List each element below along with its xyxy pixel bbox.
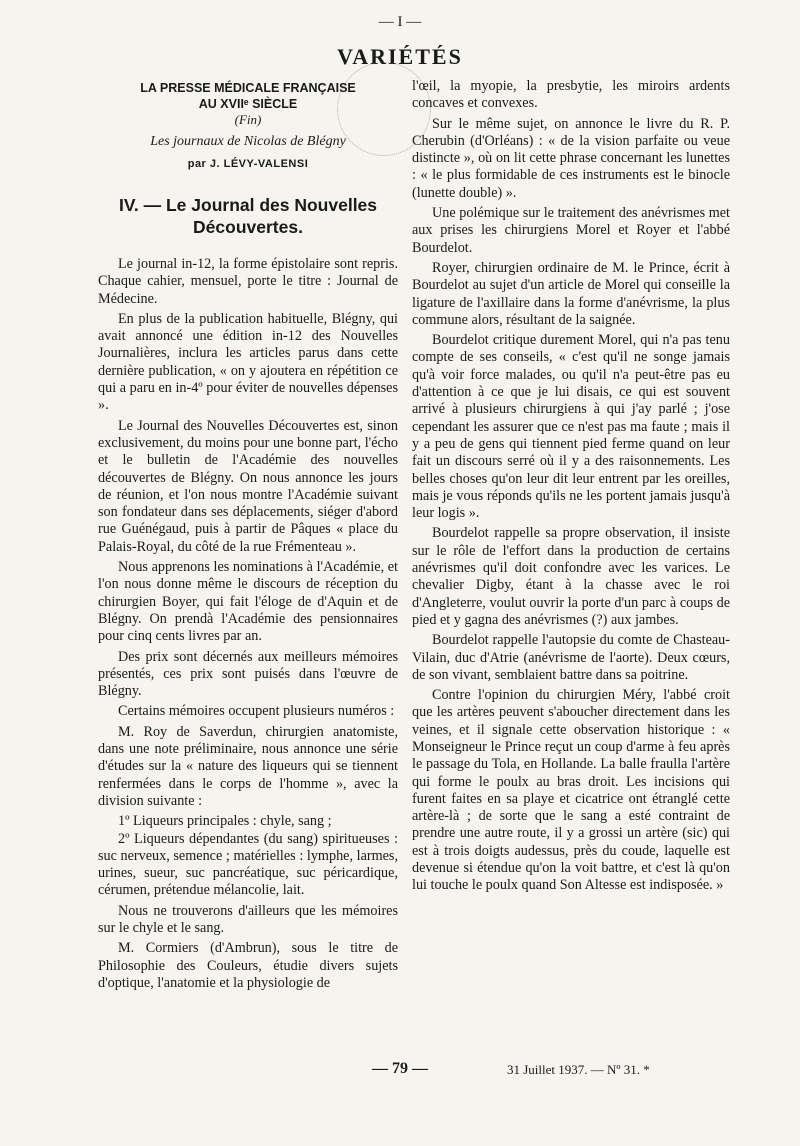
right-column-text bbox=[412, 78, 730, 898]
paragraph: Bourdelot rappelle l'autopsie du comte de Chasteau-Vilain, duc d'Atrie (anévrisme de l'aorte). Deux cœurs, de son vivant, semblaient battre dans sa poitrine. bbox=[412, 632, 730, 683]
section-title: VARIÉTÉS bbox=[337, 44, 463, 69]
chapter-title-line2: Découvertes. bbox=[193, 217, 303, 237]
page-number: — 79 — bbox=[372, 1060, 428, 1077]
left-column-text bbox=[98, 256, 398, 992]
article-fin-label: (Fin) bbox=[234, 112, 262, 127]
paragraph: Bourdelot rappelle sa propre observation, il insiste sur le rôle de l'effort dans la production de certains anévrismes qu'il doit confondre avec les varices. Le chevalier Digby, étant à la chasse avec le roi d'Angleterre, voulut ouvrir la porte d'un parc à coups de pied et y gagna des anévrismes (?) aux jambes. bbox=[412, 525, 730, 628]
paragraph: Royer, chirurgien ordinaire de M. le Prince, écrit à Bourdelot au sujet d'un article de Morel qui conseille la ligature de l'axillaire dans la forme d'anévrisme, la plus commune alors, résultant de la saignée. bbox=[412, 259, 730, 328]
paragraph: Certains mémoires occupent plusieurs numéros : bbox=[118, 703, 395, 720]
paragraph: 1º Liqueurs principales : chyle, sang ; bbox=[118, 813, 332, 830]
article-heading-line1: LA PRESSE MÉDICALE FRANÇAISE bbox=[140, 81, 356, 95]
issue-date: 31 Juillet 1937. — Nº 31. * bbox=[507, 1062, 650, 1077]
paragraph: 2º Liqueurs dépendantes (du sang) spiritueuses : suc nerveux, semence ; matérielles : lymphe, larmes, urines, sueur, suc pancréatique, suc péricardique, cérumen, prétendue mélancolie, lait. bbox=[98, 830, 398, 899]
article-author: par J. LÉVY-VALENSI bbox=[187, 158, 309, 170]
paragraph: En plus de la publication habituelle, Blégny, qui avait annoncé une édition in-12 des Nouvelles Journalières, inclura les articles parus dans cette dernière publication, « on y ajoutera en répétition ce qui a paru en in-4º pour éviter de nouvelles dépenses ». bbox=[98, 310, 398, 414]
paragraph: M. Cormiers (d'Ambrun), sous le titre de Philosophie des Couleurs, étudie divers sujets d'optique, l'anatomie et la physiologie de bbox=[98, 940, 398, 991]
paragraph: Contre l'opinion du chirurgien Méry, l'abbé croit que les artères peuvent s'aboucher directement dans les veines, et il signale cette observation historique : « Monseigneur le Prince reçut un coup d'arme à feu après le passage du Tola, en Hollande. La balle fraulla l'artère qui forme le poulx au bras droit. Les incisions qui furent faites en sa playe et cicatrice ont étranglé cette artère-là ; de sorte que le sang a esté contraint de prendre une autre route, il y a grossi un artère (sic) qui est à trois doigts audessus, près du coude, laquelle est devenue si étendue qu'on la voit battre, et c'est là qu'on lui touche le poulx quand Son Altesse est indisposée. » bbox=[412, 687, 730, 894]
article-subtitle: Les journaux de Nicolas de Blégny bbox=[150, 134, 346, 149]
paragraph: Une polémique sur le traitement des anévrismes met aux prises les chirurgiens Morel et Royer et l'abbé Bourdelot. bbox=[412, 205, 730, 256]
paragraph: Nous ne trouverons d'ailleurs que les mémoires sur le chyle et le sang. bbox=[98, 902, 398, 936]
page-top-number: — I — bbox=[378, 14, 422, 30]
article-heading-line2: AU XVIIᵉ SIÈCLE bbox=[198, 97, 298, 111]
paragraph: M. Roy de Saverdun, chirurgien anatomiste, dans une note préliminaire, nous annonce une série d'études sur la « nature des liqueurs qui se tiennent renfermées dans le corps de l'homme », avec la division suivante : bbox=[98, 723, 398, 809]
paragraph: Sur le même sujet, on annonce le livre du R. P. Cherubin (d'Orléans) : « de la vision parfaite ou veue distincte », où on lit cette phrase concernant les lunettes : « le plus formidable de ces instruments est le binocle (lunette double) ». bbox=[412, 115, 730, 201]
paragraph: Bourdelot critique durement Morel, qui n'a pas tenu compte de ses conseils, « c'est qu'il ne songe jamais qu'à voir force malades, ou qu'il n'a peut-être pas eu d'attention à ce que je lui disais, ce qui est souvent arrivé à plusieurs chirurgiens à qui j'ay parlé ; j'ose cependant les assurer que ce n'est pas ma faute ; mais il y a peu de gens qui tiennent pied ferme quand on leur fait un discours serré où il y a des raisonnements. Les belles choses qu'on leur dit leur entrent par les oreilles, mais je vous réponds qu'ils ne les portent jamais jusqu'à leur logis ». bbox=[412, 332, 730, 522]
paragraph: Des prix sont décernés aux meilleurs mémoires présentés, ces prix sont puisés dans l'œuvre de Blégny. bbox=[98, 648, 398, 700]
paragraph: Le journal in-12, la forme épistolaire sont repris. Chaque cahier, mensuel, porte le titre : Journal de Médecine. bbox=[98, 256, 398, 307]
paragraph: Nous apprenons les nominations à l'Académie, et l'on nous donne même le discours de réception du chirurgien Boyer, qui fait l'éloge de d'Aquin et de Blégny. On prendà l'Académie des pensionnaires pour cinq cents livres par an. bbox=[98, 559, 398, 645]
chapter-title-line1: IV. — Le Journal des Nouvelles bbox=[118, 195, 378, 215]
paragraph: Le Journal des Nouvelles Découvertes est, sinon exclusivement, du moins pour une bonne part, l'écho et le bulletin de l'Académie des nouvelles découvertes de Blégny. On nous annonce les jours de réunion, et l'on nous montre l'Académie suivant son fondateur dans ses déplacements, siéger d'abord rue Guénégaud, puis à partir de Pâques « place du Palais-Royal, du côté de la rue Frémenteau ». bbox=[98, 417, 398, 555]
paragraph: l'œil, la myopie, la presbytie, les miroirs ardents concaves et convexes. bbox=[412, 78, 730, 112]
